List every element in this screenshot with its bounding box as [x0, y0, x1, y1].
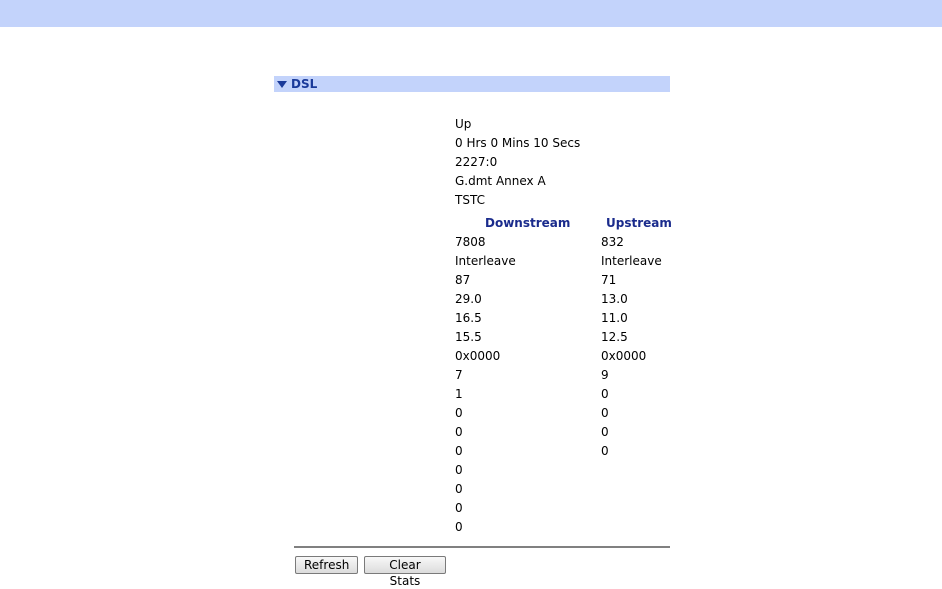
downstream-value: 15.5 [455, 330, 482, 344]
downstream-value: 7808 [455, 235, 486, 249]
downstream-value: 29.0 [455, 292, 482, 306]
top-banner [0, 0, 942, 27]
downstream-value: 7 [455, 368, 463, 382]
upstream-value: 12.5 [601, 330, 628, 344]
upstream-value: 832 [601, 235, 624, 249]
dsl-section-header[interactable] [274, 76, 670, 92]
section-title: DSL [291, 77, 318, 91]
clear-stats-button[interactable]: Clear Stats [364, 556, 446, 574]
upstream-value: 71 [601, 273, 617, 287]
field-value: Up [455, 117, 472, 131]
upstream-value: 0 [601, 387, 609, 401]
upstream-value: 0 [601, 444, 609, 458]
collapse-triangle-icon[interactable] [277, 81, 287, 88]
downstream-value: 0 [455, 444, 463, 458]
field-value: 0 Hrs 0 Mins 10 Secs [455, 136, 581, 150]
downstream-value: 0x0000 [455, 349, 501, 363]
upstream-value: 0x0000 [601, 349, 647, 363]
upstream-value: 13.0 [601, 292, 628, 306]
upstream-value: 9 [601, 368, 609, 382]
downstream-value: 87 [455, 273, 471, 287]
field-value: TSTC [455, 193, 485, 207]
downstream-value: 16.5 [455, 311, 482, 325]
downstream-value: 0 [455, 425, 463, 439]
downstream-value: 0 [455, 463, 463, 477]
upstream-value: 0 [601, 425, 609, 439]
field-value: G.dmt Annex A [455, 174, 546, 188]
downstream-value: 0 [455, 520, 463, 534]
field-value: 2227:0 [455, 155, 498, 169]
upstream-column-header: Upstream [606, 216, 672, 230]
upstream-value: 0 [601, 406, 609, 420]
divider [294, 546, 670, 548]
downstream-column-header: Downstream [485, 216, 571, 230]
refresh-button[interactable]: Refresh [295, 556, 358, 574]
downstream-value: 1 [455, 387, 463, 401]
downstream-value: 0 [455, 482, 463, 496]
upstream-value: 11.0 [601, 311, 628, 325]
upstream-value: Interleave [601, 254, 662, 268]
downstream-value: 0 [455, 406, 463, 420]
downstream-value: 0 [455, 501, 463, 515]
downstream-value: Interleave [455, 254, 516, 268]
